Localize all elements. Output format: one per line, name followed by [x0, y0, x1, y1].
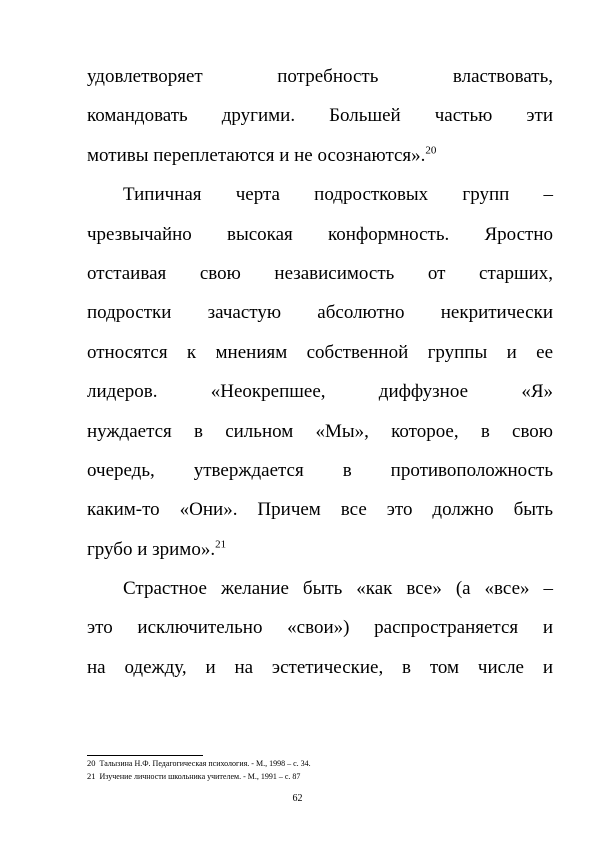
text-line-content: мотивы переплетаются и не осознаются».	[87, 144, 426, 166]
text-line: Типичная черта подростковых групп –	[123, 184, 553, 206]
footnote-ref-21[interactable]: 21	[215, 538, 227, 551]
text-line: каким-то «Они». Причем все это должно быть	[87, 499, 553, 521]
text-line: нуждается в сильном «Мы», которое, в свою	[87, 420, 553, 442]
text-line: удовлетворяет потребность властвовать,	[87, 66, 553, 87]
text-line: отстаивая свою независимость от старших,	[87, 262, 553, 284]
text-line: на одежду, и на эстетические, в том числе и	[87, 656, 553, 678]
footnote-separator	[87, 755, 203, 756]
footnote-number: 21	[87, 771, 96, 781]
text-line: Страстное желание быть «как все» (а «все» –	[123, 578, 553, 600]
text-line: подростки зачастую абсолютно некритически	[87, 302, 553, 324]
text-line-content: грубо и зримо».	[87, 538, 216, 560]
text-line: лидеров. «Неокрепшее, диффузное «Я»	[87, 381, 553, 403]
page-number: 62	[292, 793, 303, 804]
footnote-number: 20	[87, 758, 96, 768]
main-text	[87, 57, 553, 687]
text-line: командовать другими. Большей частью эти	[87, 105, 553, 127]
text-line	[87, 530, 553, 569]
footnote-text: Талызина Н.Ф. Педагогическая психология. - М., 1998 – с. 34.	[99, 759, 311, 768]
footnote-ref-20[interactable]: 20	[425, 144, 437, 157]
footnote-text: Изучение личности школьника учителем. - М., 1991 – с. 87	[99, 772, 301, 781]
footnote-20	[87, 757, 553, 770]
footnote-21	[87, 770, 553, 783]
text-line: относятся к мнениям собственной группы и ее	[87, 341, 553, 363]
footnotes	[87, 757, 553, 783]
text-line: очередь, утверждается в противоположность	[87, 459, 553, 481]
text-line: чрезвычайно высокая конформность. Яростно	[87, 223, 553, 245]
text-line	[87, 136, 553, 175]
text-line: это исключительно «свои») распространяется и	[87, 617, 553, 639]
